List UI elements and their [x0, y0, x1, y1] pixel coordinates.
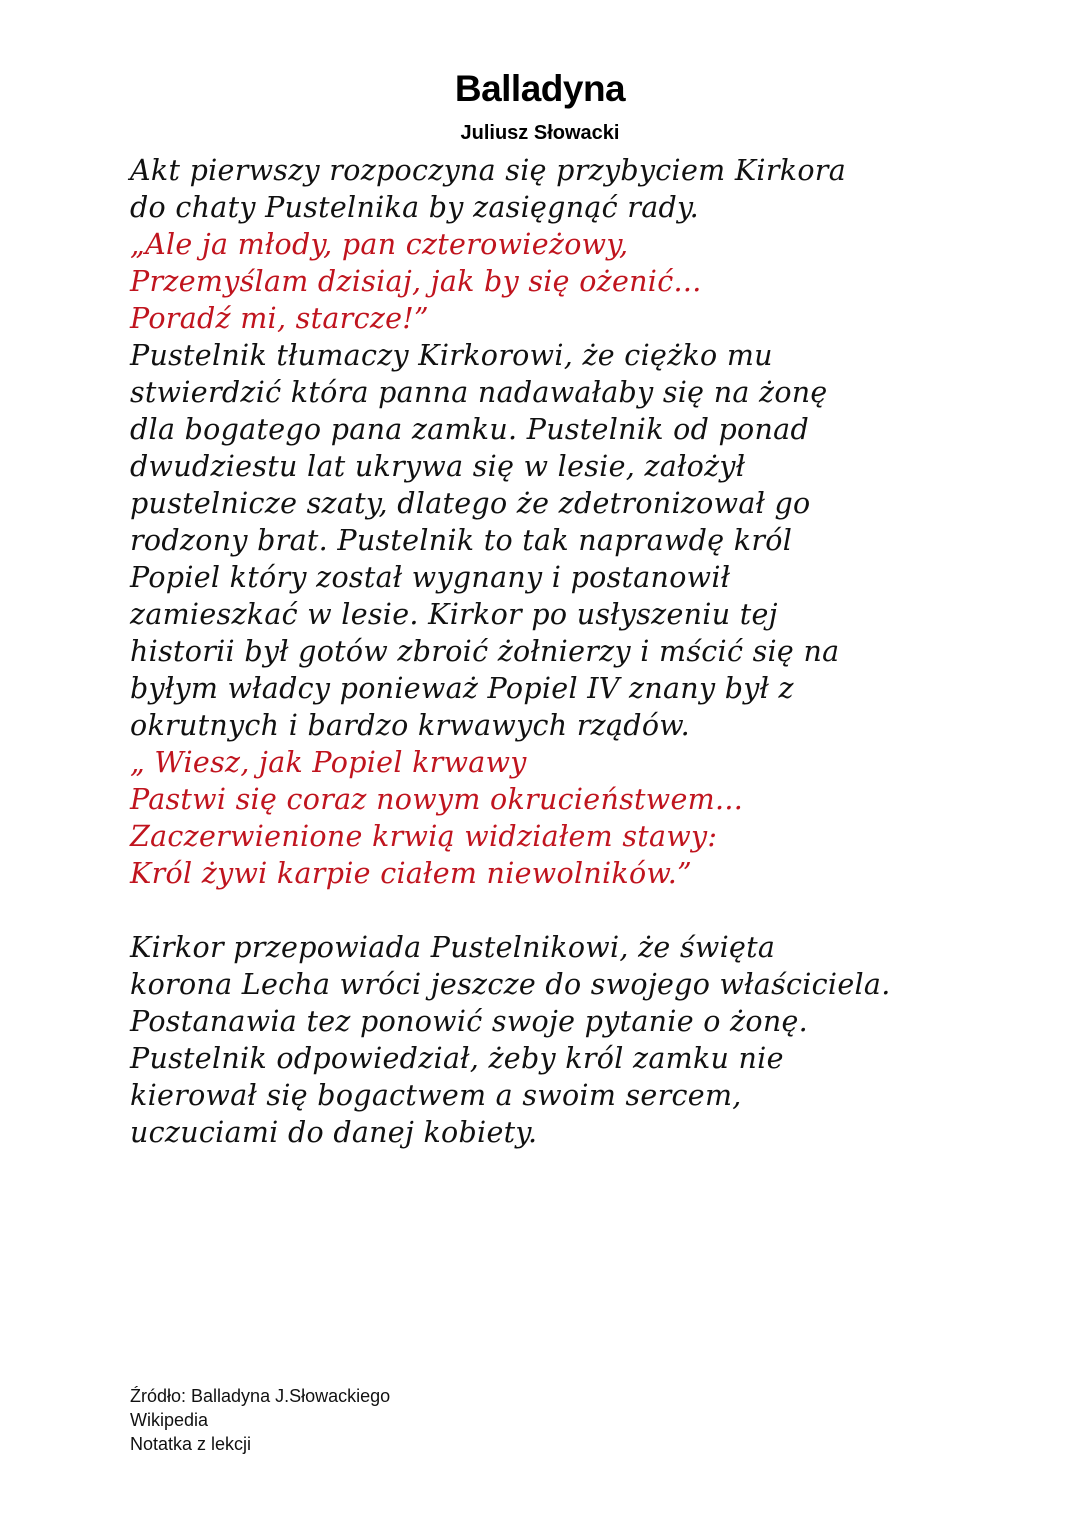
document-author: Juliusz Słowacki	[460, 122, 620, 144]
quote-line: Poradź mi, starcze!”	[130, 302, 429, 335]
source-item: Wikipedia	[130, 1410, 209, 1430]
text-line: do chaty Pustelnika by zasięgnąć rady.	[130, 191, 700, 224]
source-item: Źródło: Balladyna J.Słowackiego	[130, 1386, 391, 1406]
text-line: Kirkor przepowiada Pustelnikowi, że święta	[130, 931, 776, 964]
text-line: uczuciami do danej kobiety.	[130, 1116, 538, 1149]
document-title: Balladyna	[454, 68, 626, 109]
text-line: rodzony brat. Pustelnik to tak naprawdę król	[130, 524, 793, 557]
text-line: dwudziestu lat ukrywa się w lesie, założył	[130, 450, 746, 483]
quote-line: Przemyślam dzisiaj, jak by się ożenić...	[130, 265, 702, 298]
text-line: byłym władcy ponieważ Popiel IV znany był z	[130, 672, 794, 705]
quote-popiel	[130, 744, 1010, 892]
text-line: stwierdzić która panna nadawałaby się na żonę	[130, 376, 828, 409]
quote-line: „Ale ja młody, pan czterowieżowy,	[130, 228, 629, 261]
paragraph-gap	[130, 892, 1010, 929]
text-line: Pustelnik odpowiedział, żeby król zamku nie	[130, 1042, 784, 1075]
text-line: zamieszkać w lesie. Kirkor po usłyszeniu tej	[130, 598, 778, 631]
text-line: korona Lecha wróci jeszcze do swojego właściciela.	[130, 968, 891, 1001]
text-line: Akt pierwszy rozpoczyna się przybyciem Kirkora	[130, 154, 846, 187]
quote-line: Pastwi się coraz nowym okrucieństwem...	[130, 783, 744, 816]
text-line: historii był gotów zbroić żołnierzy i mścić się na	[130, 635, 840, 668]
quote-line: Król żywi karpie ciałem niewolników.”	[130, 857, 693, 890]
text-line: kierował się bogactwem a swoim sercem,	[130, 1079, 742, 1112]
quote-line: Zaczerwienione krwią widziałem stawy:	[130, 820, 718, 853]
paragraph-prophecy	[130, 929, 1010, 1151]
source-item: Notatka z lekcji	[130, 1434, 252, 1454]
text-line: dla bogatego pana zamku. Pustelnik od ponad	[130, 413, 809, 446]
text-line: Postanawia tez ponowić swoje pytanie o żonę.	[130, 1005, 808, 1038]
quote-kirkor	[130, 226, 1010, 337]
text-line: okrutnych i bardzo krwawych rządów.	[130, 709, 690, 742]
document-body	[130, 152, 1010, 1151]
text-line: Pustelnik tłumaczy Kirkorowi, że ciężko mu	[130, 339, 773, 372]
sources-list	[130, 1384, 390, 1456]
text-line: Popiel który został wygnany i postanowił	[130, 561, 731, 594]
quote-line: „ Wiesz, jak Popiel krwawy	[130, 746, 527, 779]
text-line: pustelnicze szaty, dlatego że zdetronizował go	[130, 487, 811, 520]
paragraph-intro	[130, 152, 1010, 226]
paragraph-pustelnik	[130, 337, 1010, 744]
